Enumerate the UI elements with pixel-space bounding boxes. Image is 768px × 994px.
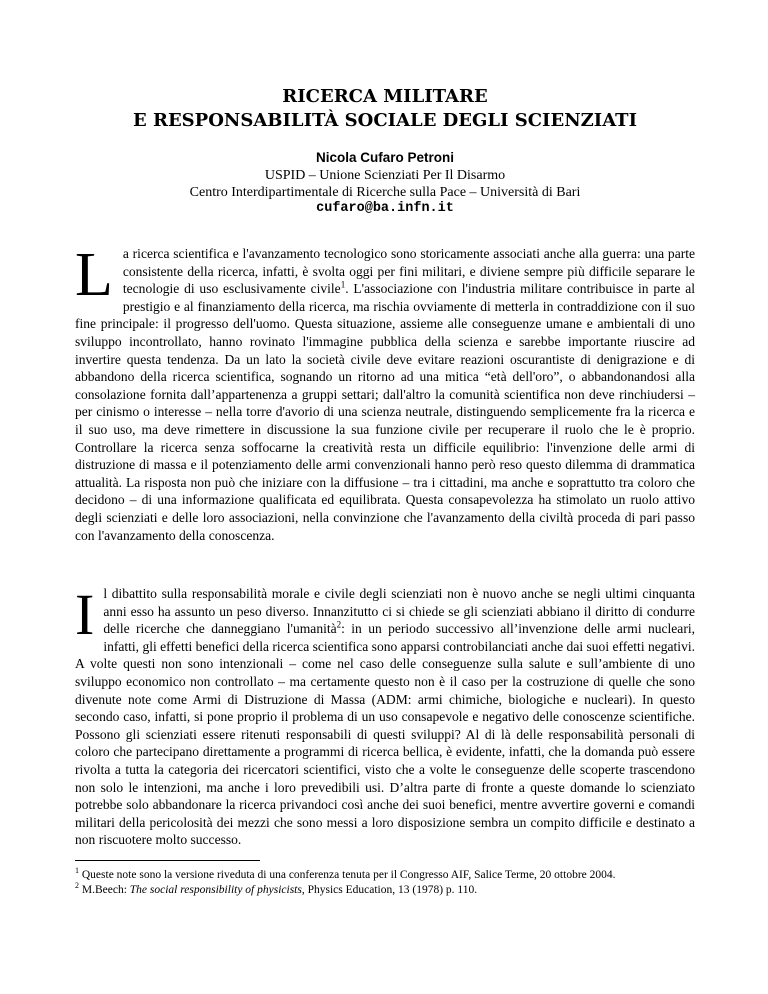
- affiliation-university: Centro Interdipartimentale di Ricerche sulla Pace – Università di Bari: [189, 185, 581, 200]
- author-name: Nicola Cufaro Petroni: [315, 150, 455, 165]
- footnote-2-text-after: , Physics Education, 13 (1978) p. 110.: [301, 884, 478, 896]
- body-text-b: : in un periodo successivo all’invenzione delle armi nucleari, infatti, gli effetti benefici della ricerca scientifica sono apparsi controbilanciati anche dai suoi effetti negativi. A volte questi non sono intenzionali – come nel caso delle conseguenze sulla salute e sull’ambiente di uno sviluppo economico non controllato – ma certamente questo non è il caso per la costruzione di quelle che sono divenute note come Armi di Distruzione di Massa (ADM: armi chimiche, biologiche e nucleari). In questo secondo caso, infatti, si pone proprio il problema di un uso consapevole e negativo delle conoscenze scientifiche. Possono gli scienziati essere ritenuti responsabili di questi sviluppi? Al di là delle responsabilità personali di coloro che partecipano direttamente a programmi di ricerca bellica, è evidente, infatti, che la domanda può essere rivolta a tutta la categoria dei ricercatori scientifici, visto che a volte le conseguenze delle scoperte trascendono non solo le intenzioni, ma anche i loro prevedibili usi. D’altra parte di fronte a queste domande lo scienziato potrebbe solo abbandonare la ricerca privandoci così anche dei suoi benefici, mentre avvertire governi e comandi militari della pericolosità dei mezzi che sono messi a loro disposizione sembra un compito difficile e destinato a non riscuotere molto successo.: [75, 621, 695, 848]
- abstract-text-a: a ricerca scientifica e l'avanzamento tecnologico sono storicamente associati anche alla guerra: una parte consistente della ricerca, infatti, è svolta oggi per fini militari, e diviene sempre più difficile separare le tecnologie di uso esclusivamente civile: [122, 246, 695, 297]
- body-paragraph: [75, 582, 695, 849]
- body-text-a: l dibattito sulla responsabilità morale e civile degli scienziati non è nuovo anche se negli ultimi cinquanta anni esso ha assunto un peso diverso. Innanzitutto ci si chiede se gli scienziati abbiano il diritto di condurre delle ricerche che danneggiano l'umanità: [103, 586, 695, 637]
- paper-title-line2: E RESPONSABILITÀ SOCIALE DEGLI SCIENZIATI: [133, 110, 637, 131]
- affiliation-uspid: USPID – Unione Scienziati Per Il Disarmo: [264, 168, 506, 183]
- author-email: cufaro@ba.infn.it: [316, 201, 454, 216]
- drop-cap-l: L: [75, 241, 113, 309]
- footnote-separator: [75, 860, 260, 861]
- footnote-2-title: The social responsibility of physicists: [129, 884, 302, 896]
- footnote-ref-2: 2: [336, 619, 342, 630]
- footnote-1-text: Queste note sono la versione riveduta di una conferenza tenuta per il Congresso AIF, Salice Terme, 20 ottobre 2004.: [81, 869, 616, 881]
- footnote-ref-1: 1: [340, 279, 346, 290]
- footnote-2-number: 2: [75, 881, 79, 891]
- abstract-text-b: . L'associazione con l'industria militare contribuisce in parte al prestigio e al finanziamento della ricerca, ma rischia ovviamente di metterla in contraddizione con il suo fine principale: il progresso dell'uomo. Questa situazione, assieme alle conseguenze umane e ambientali di uno sviluppo incontrollato, hanno rovinato l'immagine pubblica della scienza e sarebbe importante riuscire ad invertire questa tendenza. Da un lato la società civile deve evitare reazioni oscurantiste di denigrazione e di abbandono della ricerca scientifica, sognando un ritorno ad una mitica “età dell'oro”, o abbandonandosi alla consolazione fornita dall’appartenenza a gruppi settari; dall'altro la comunità scientifica non deve rinchiudersi – per cinismo o interesse – nella torre d'avorio di una scienza neutrale, distinguendo semplicemente fra la ricerca e il suo uso, ma deve rimettere in discussione la sua funzione civile per recuperare il ruolo che le è proprio. Controllare la ricerca senza soffocarne la creatività resta un difficile equilibrio: l'invenzione delle armi di distruzione di massa e il potenziamento delle armi convenzionali hanno però reso questo dilemma di drammatica attualità. La risposta non può che iniziare con la diffusione – tra i cittadini, ma anche e soprattutto tra coloro che decidono – di una informazione qualificata ed equilibrata. Questa consapevolezza ha stimolato un ruolo attivo degli scienziati e delle loro associazioni, nella convinzione che l'avanzamento della civiltà proceda di pari passo con l'avanzamento della conoscenza.: [75, 281, 695, 543]
- footnote-1: [75, 868, 695, 882]
- abstract-paragraph: [75, 241, 695, 544]
- paper-title-line1: RICERCA MILITARE: [282, 86, 488, 107]
- footnote-1-number: 1: [75, 866, 79, 876]
- drop-cap-i: I: [75, 582, 95, 647]
- footnote-2-text-before: M.Beech:: [81, 884, 130, 896]
- footnote-2: [75, 883, 695, 897]
